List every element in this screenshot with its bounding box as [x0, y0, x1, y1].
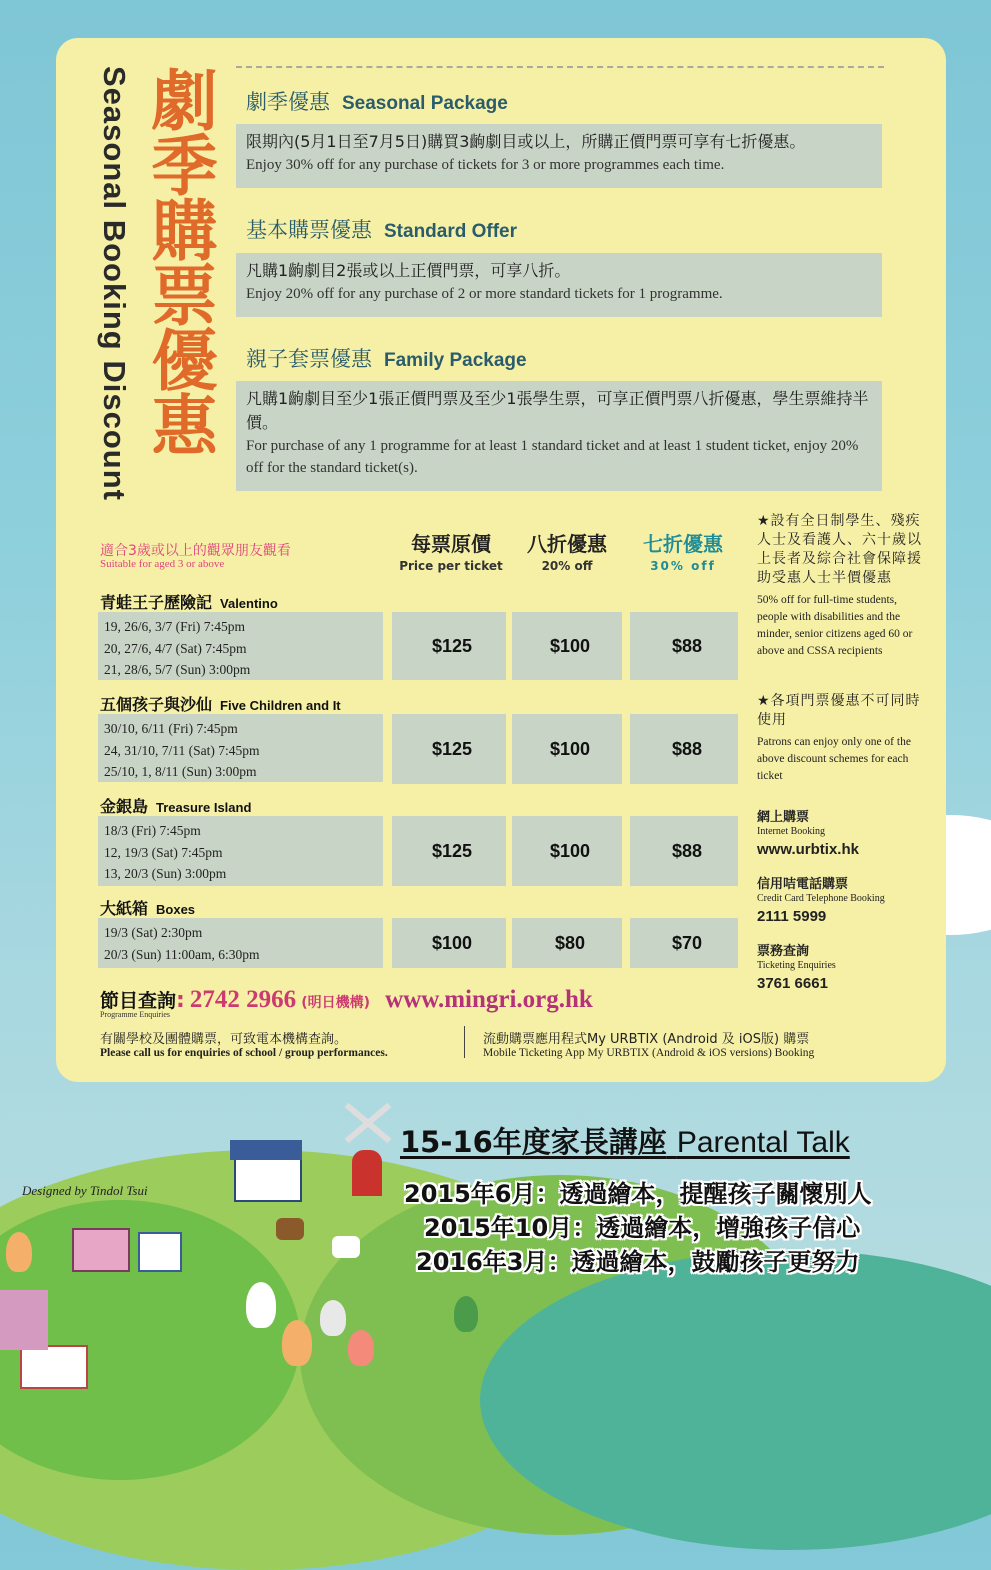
tree-icon [320, 1300, 346, 1336]
mobile-app-note: 流動購票應用程式My URBTIX (Android 及 iOS版) 購票 Mobile Ticketing App My URBTIX (Android & iOS versions) Booking [483, 1032, 815, 1059]
tree-icon [348, 1330, 374, 1366]
show-dates: 19, 26/6, 3/7 (Fri) 7:45pm 20, 27/6, 4/7 (Sat) 7:45pm 21, 28/6, 5/7 (Sun) 3:00pm [98, 612, 383, 680]
group-booking-note: 有關學校及團體購票，可致電本機構查詢。 Please call us for enquiries of school / group performances. [100, 1032, 388, 1059]
tree-icon [6, 1232, 32, 1272]
divider [236, 66, 884, 68]
divider [464, 1026, 465, 1058]
column-header-30off: 七折優惠 30% off [643, 532, 723, 573]
age-note-zh: 適合3歲或以上的觀眾朋友觀看 [100, 543, 291, 559]
house-icon [234, 1158, 302, 1202]
section-box: 凡購1齣劇目2張或以上正價門票，可享八折。 Enjoy 20% off for any purchase of 2 or more standard tickets for 1 programme. [236, 253, 882, 317]
price-cell: $100 [512, 816, 622, 886]
price-cell: $80 [512, 918, 622, 968]
tree-icon [246, 1282, 276, 1328]
price-cell: $88 [630, 816, 738, 886]
price-cell: $100 [392, 918, 506, 968]
windmill-icon [352, 1150, 382, 1196]
house-icon [20, 1345, 88, 1389]
show-title: 五個孩子與沙仙 Five Children and It [100, 695, 341, 714]
show-title: 大紙箱 Boxes [100, 899, 196, 918]
section-heading: 親子套票優惠 Family Package [246, 347, 527, 371]
price-cell: $100 [512, 612, 622, 680]
talk-line: 2015年6月：透過繪本，提醒孩子關懷別人 [404, 1180, 872, 1208]
show-dates: 30/10, 6/11 (Fri) 7:45pm 24, 31/10, 7/11 (Sat) 7:45pm 25/10, 1, 8/11 (Sun) 3:00pm [98, 714, 383, 782]
tree-icon [282, 1320, 312, 1366]
house-icon [72, 1228, 130, 1272]
show-dates: 18/3 (Fri) 7:45pm 12, 19/3 (Sat) 7:45pm 13, 20/3 (Sun) 3:00pm [98, 816, 383, 886]
house-icon [138, 1232, 182, 1272]
enquiry-sub: Programme Enquiries [100, 1010, 170, 1019]
enquiry-phone: 2742 2966 [189, 986, 297, 1013]
phone-booking: 信用咭電話購票 Credit Card Telephone Booking 2111 5999 [757, 877, 885, 925]
horse-icon [332, 1236, 360, 1258]
house-icon [0, 1290, 48, 1350]
price-cell: $100 [512, 714, 622, 784]
price-cell: $88 [630, 714, 738, 784]
ticketing-enquiries: 票務查詢 Ticketing Enquiries 3761 6661 [757, 944, 836, 992]
horse-icon [276, 1218, 304, 1240]
designer-credit: Designed by Tindol Tsui [22, 1183, 148, 1198]
tree-icon [454, 1296, 478, 1332]
price-cell: $125 [392, 612, 506, 680]
student-discount-note: ★設有全日制學生、殘疾人士及看護人、六十歲以上長者及綜合社會保障援助受惠人士半價優惠 50% off for full-time students, people with disabilities and the minder, senior citizens aged 60 or above and CSSA recipients [757, 513, 922, 657]
column-header-price: 每票原價 Price per ticket [399, 532, 503, 573]
show-title: 金銀島 Treasure Island [100, 797, 252, 816]
mingri-link[interactable]: www.mingri.org.hk [385, 986, 593, 1013]
price-cell: $125 [392, 816, 506, 886]
show-dates: 19/3 (Sat) 2:30pm 20/3 (Sun) 11:00am, 6:30pm [98, 918, 383, 968]
price-cell: $88 [630, 612, 738, 680]
section-heading: 劇季優惠 Seasonal Package [246, 90, 508, 114]
house-roof-icon [230, 1140, 302, 1160]
parental-talk-title: 15-16年度家長講座 Parental Talk [400, 1125, 850, 1159]
price-cell: $125 [392, 714, 506, 784]
price-cell: $70 [630, 918, 738, 968]
column-header-20off: 八折優惠 20% off [527, 532, 607, 573]
single-discount-note: ★各項門票優惠不可同時使用 Patrons can enjoy only one of the above discount schemes for each ticket [757, 693, 921, 782]
page-title-en: Seasonal Booking Discount [97, 66, 132, 501]
talk-line: 2015年10月：透過繪本，增強孩子信心 [424, 1214, 861, 1242]
internet-booking[interactable]: 網上購票 Internet Booking www.urbtix.hk [757, 810, 927, 858]
section-box: 限期內(5月1日至7月5日)購買3齣劇目或以上，所購正價門票可享有七折優惠。 Enjoy 30% off for any purchase of tickets for 3 or more programmes each time. [236, 124, 882, 188]
section-heading: 基本購票優惠 Standard Offer [246, 218, 518, 242]
urbtix-link[interactable]: www.urbtix.hk [757, 841, 859, 858]
talk-line: 2016年3月：透過繪本，鼓勵孩子更努力 [416, 1248, 860, 1276]
section-box: 凡購1齣劇目至少1張正價門票及至少1張學生票，可享正價門票八折優惠，學生票維持半價。 For purchase of any 1 programme for at least 1 standard ticket and at least 1 student ticket, enjoy 20% off for the standard ticket(s). [236, 381, 882, 491]
age-note-en: Suitable for aged 3 or above [100, 558, 225, 570]
show-title: 青蛙王子歷險記 Valentino [100, 593, 278, 612]
page-title-zh: 劇季購票優惠 [140, 66, 218, 456]
programme-enquiry: 節目查詢: 2742 2966 (明日機構) www.mingri.org.hk [100, 986, 593, 1013]
